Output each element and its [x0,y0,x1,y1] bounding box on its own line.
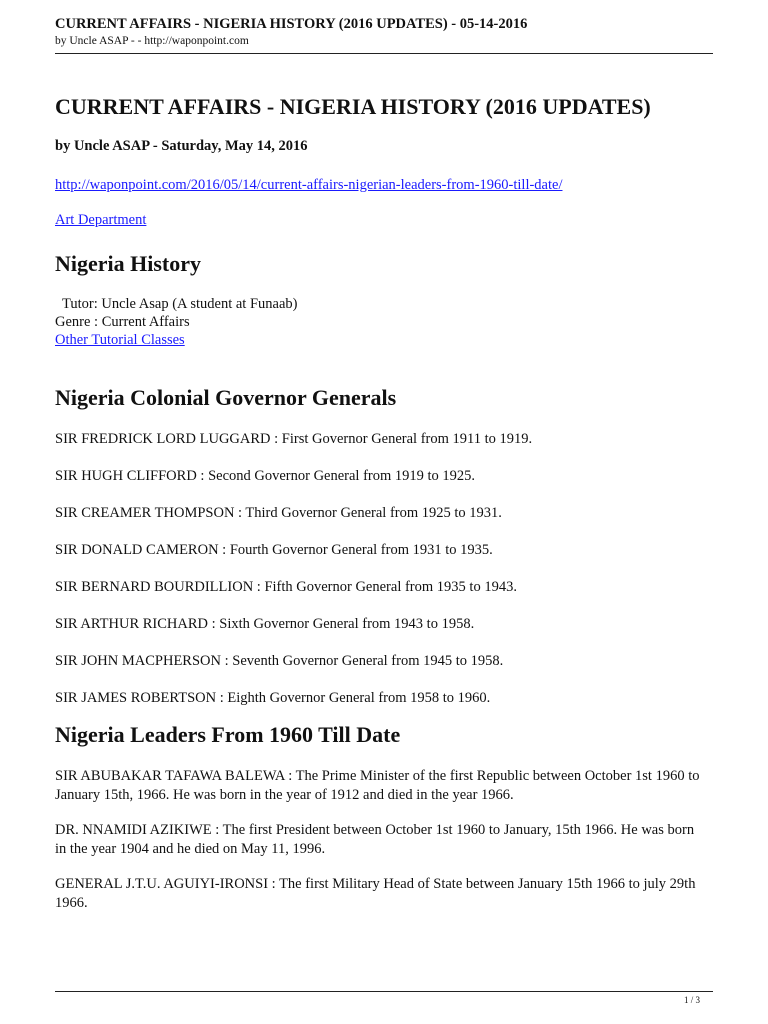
section-heading-colonial-governors: Nigeria Colonial Governor Generals [55,385,397,410]
footer-divider [55,991,713,992]
leader-list [55,767,705,929]
list-item: SIR ABUBAKAR TAFAWA BALEWA : The Prime Minister of the first Republic between October 1st 1960 to January 15th, 1966. He was born in the year of 1912 and died in the year 1966. [55,768,700,803]
list-item: SIR CREAMER THOMPSON : Third Governor General from 1925 to 1931. [55,505,502,521]
tutor-info [55,295,297,349]
source-url-link[interactable]: http://waponpoint.com/2016/05/14/current-affairs-nigerian-leaders-from-1960-till-date/ [55,177,563,193]
list-item: GENERAL J.T.U. AGUIYI-IRONSI : The first Military Head of State between January 15th 1966 to july 29th 1966. [55,876,696,911]
document-title: CURRENT AFFAIRS - NIGERIA HISTORY (2016 UPDATES) [55,94,651,119]
list-item: SIR JOHN MACPHERSON : Seventh Governor General from 1945 to 1958. [55,653,504,669]
header-divider [55,53,713,54]
governor-list [55,430,713,726]
list-item: SIR HUGH CLIFFORD : Second Governor General from 1919 to 1925. [55,468,476,484]
list-item: SIR FREDRICK LORD LUGGARD : First Governor General from 1911 to 1919. [55,431,533,447]
running-header-subtitle: by Uncle ASAP - - http://waponpoint.com [55,35,249,47]
list-item: DR. NNAMIDI AZIKIWE : The first President between October 1st 1960 to January, 15th 1966. He was born in the year 1904 and he died on May 11, 1996. [55,822,695,857]
list-item: SIR ARTHUR RICHARD : Sixth Governor General from 1943 to 1958. [55,616,475,632]
list-item: SIR JAMES ROBERTSON : Eighth Governor General from 1958 to 1960. [55,690,491,706]
list-item: SIR DONALD CAMERON : Fourth Governor General from 1931 to 1935. [55,542,493,558]
art-department-link[interactable]: Art Department [55,212,147,228]
running-header-title: CURRENT AFFAIRS - NIGERIA HISTORY (2016 UPDATES) - 05-14-2016 [55,16,528,32]
tutor-line: Tutor: Uncle Asap (A student at Funaab) [62,296,298,312]
section-heading-leaders: Nigeria Leaders From 1960 Till Date [55,722,401,747]
genre-line: Genre : Current Affairs [55,314,190,330]
byline: by Uncle ASAP - Saturday, May 14, 2016 [55,138,308,154]
document-page [55,0,713,1024]
list-item: SIR BERNARD BOURDILLION : Fifth Governor General from 1935 to 1943. [55,579,517,595]
other-tutorial-classes-link[interactable]: Other Tutorial Classes [55,332,185,348]
page-number: 1 / 3 [683,995,700,1005]
section-heading-nigeria-history: Nigeria History [55,251,202,276]
